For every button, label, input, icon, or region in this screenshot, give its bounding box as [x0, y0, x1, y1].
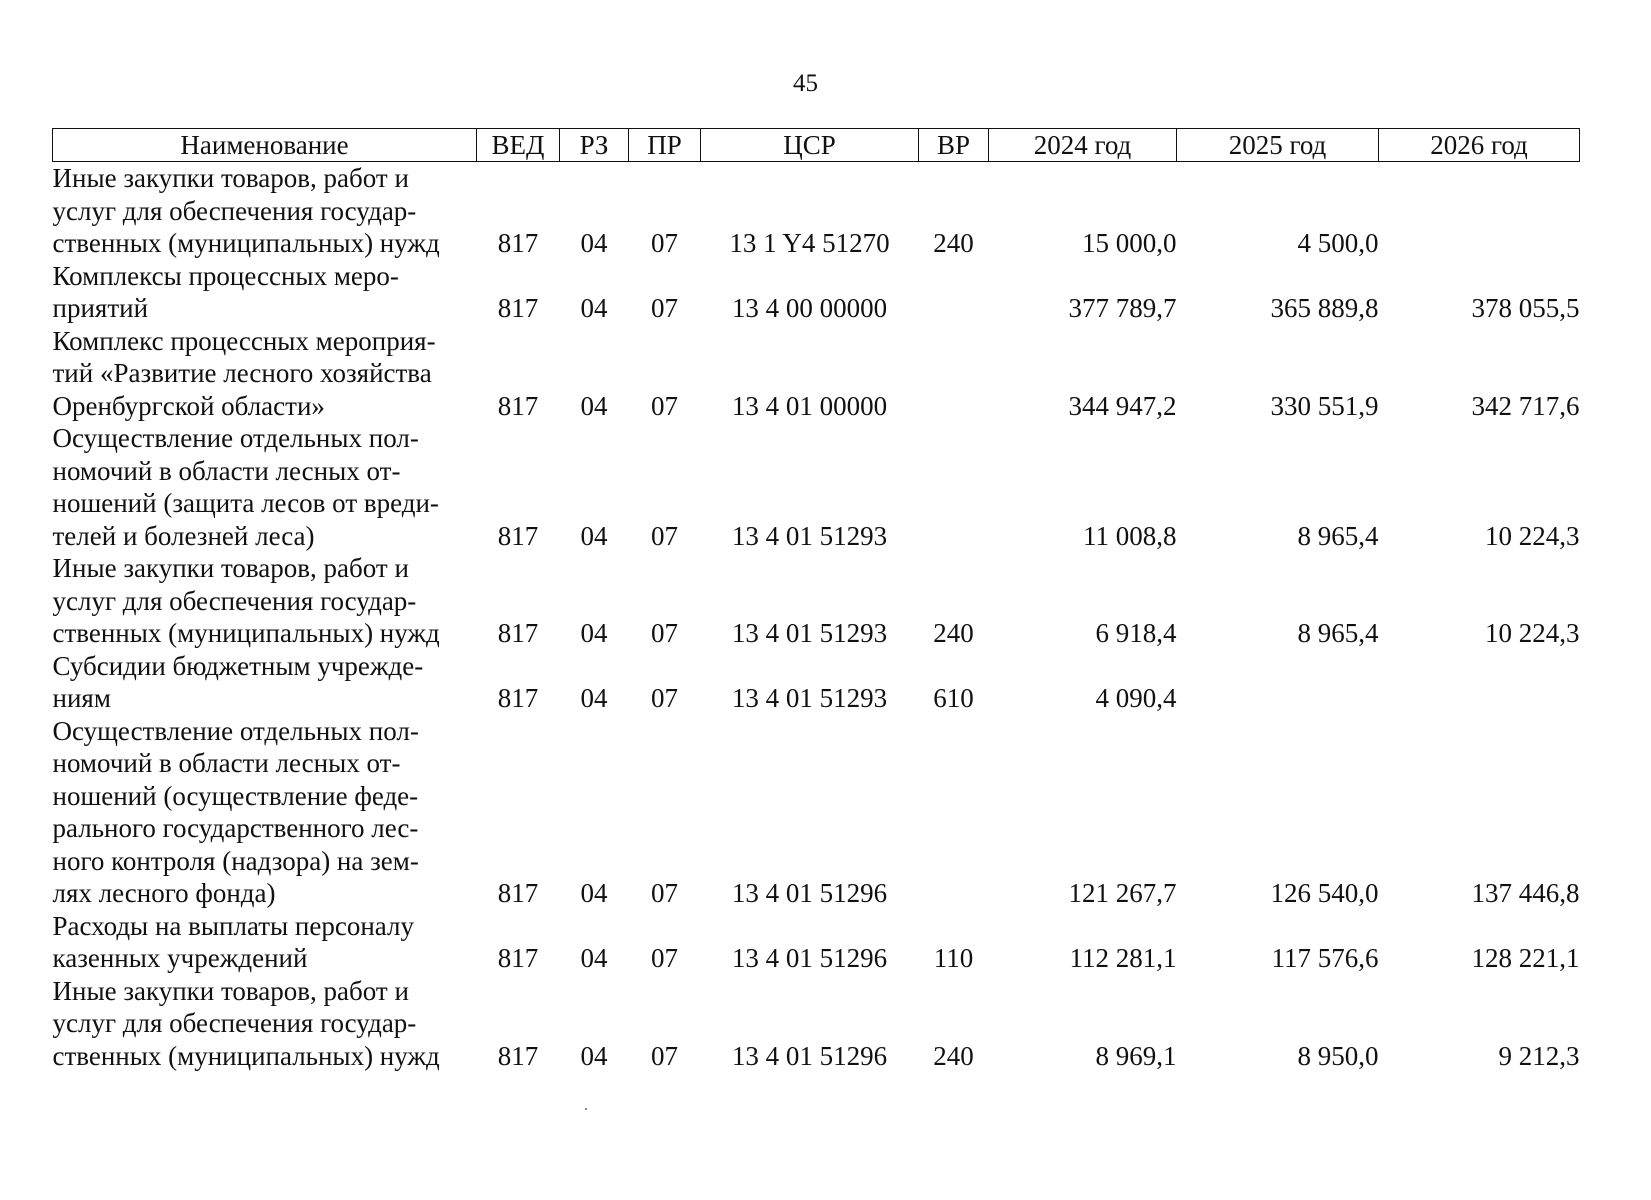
- name-line: Субсидии бюджетным учрежде-: [52, 650, 424, 681]
- cell-2024: 6 918,4: [1095, 618, 1177, 648]
- cell-ved: 817: [497, 878, 539, 908]
- cell-vr: 240: [933, 1040, 974, 1071]
- cell-pr: 07: [651, 1040, 678, 1071]
- cell-2024: 15 000,0: [1082, 228, 1177, 258]
- cell-csr: 13 4 00 00000: [731, 293, 888, 323]
- name-line: ниям: [52, 683, 111, 713]
- cell-2026: 378 055,5: [1471, 293, 1580, 323]
- cell-vr: [919, 325, 989, 423]
- cell-pr: 07: [651, 683, 678, 713]
- cell-vr: 110: [933, 943, 974, 973]
- name-line: Иные закупки товаров, работ и: [52, 975, 409, 1006]
- page-number: 45: [793, 70, 818, 97]
- name-line: Осуществление отдельных пол-: [52, 423, 419, 453]
- name-line: казенных учреждений: [52, 943, 308, 973]
- cell-ved: 817: [497, 1040, 539, 1071]
- cell-2026: 137 446,8: [1471, 878, 1580, 908]
- cell-csr: 13 4 01 51293: [731, 520, 888, 551]
- cell-pr: 07: [651, 878, 678, 908]
- cell-ved: 817: [497, 520, 539, 551]
- cell-csr: 13 4 01 51293: [731, 683, 888, 713]
- cell-rz: 04: [580, 878, 608, 908]
- cell-2024: 11 008,8: [1083, 520, 1177, 551]
- name-line: номочий в области лесных от-: [52, 455, 401, 486]
- cell-rz: 04: [580, 943, 608, 973]
- cell-2024: 112 281,1: [1069, 943, 1177, 973]
- cell-ved: 817: [497, 943, 539, 973]
- cell-rz: 04: [580, 228, 608, 258]
- cell-2026: 128 221,1: [1471, 943, 1580, 973]
- name-line: ственных (муниципальных) нужд: [52, 1040, 440, 1071]
- header-row: [53, 129, 1580, 162]
- table-row: [53, 715, 1580, 910]
- header-csr: ЦСР: [701, 129, 919, 162]
- name-line: Комплексы процессных меро-: [52, 260, 399, 291]
- cell-2025: [1177, 650, 1379, 715]
- name-line: тий «Развитие лесного хозяйства: [52, 358, 432, 388]
- header-2024: 2024 год: [989, 129, 1177, 162]
- cell-pr: 07: [651, 618, 678, 648]
- cell-csr: 13 4 01 51296: [731, 943, 888, 973]
- cell-2026: [1379, 162, 1580, 260]
- cell-name: [53, 650, 477, 715]
- cell-name: [53, 910, 477, 975]
- cell-name: [53, 260, 477, 325]
- cell-2026: 10 224,3: [1485, 618, 1580, 648]
- scan-dot: [585, 1108, 587, 1110]
- name-line: Расходы на выплаты персоналу: [52, 910, 414, 941]
- name-line: номочий в области лесных от-: [52, 748, 401, 778]
- cell-2024: 8 969,1: [1095, 1040, 1177, 1071]
- cell-ved: 817: [497, 293, 539, 323]
- cell-2025: 330 551,9: [1270, 390, 1379, 421]
- cell-2026: 10 224,3: [1485, 520, 1580, 551]
- cell-pr: 07: [651, 943, 678, 973]
- name-line: Оренбургской области»: [52, 390, 325, 421]
- header-name: Наименование: [53, 129, 477, 162]
- table-row: [53, 910, 1580, 975]
- budget-table: [52, 128, 1580, 1072]
- name-line: телей и болезней леса): [52, 520, 315, 551]
- cell-ved: 817: [497, 390, 539, 421]
- table-row: [53, 650, 1580, 715]
- cell-2026: 9 212,3: [1498, 1040, 1580, 1071]
- cell-ved: 817: [497, 618, 539, 648]
- cell-2025: 4 500,0: [1297, 228, 1379, 258]
- cell-2025: 117 576,6: [1271, 943, 1379, 973]
- name-line: ношений (защита лесов от вреди-: [52, 488, 439, 518]
- cell-rz: 04: [580, 390, 608, 421]
- cell-vr: [919, 715, 989, 910]
- cell-2025: 365 889,8: [1270, 293, 1379, 323]
- cell-csr: 13 4 01 51293: [731, 618, 888, 648]
- name-line: рального государственного лес-: [52, 813, 419, 843]
- name-line: Осуществление отдельных пол-: [52, 715, 419, 746]
- cell-csr: 13 1 Y4 51270: [729, 228, 890, 258]
- cell-rz: 04: [580, 1040, 608, 1071]
- cell-2026: [1379, 650, 1580, 715]
- cell-name: [53, 975, 477, 1073]
- name-line: Иные закупки товаров, работ и: [52, 163, 409, 193]
- cell-vr: 240: [933, 618, 974, 648]
- cell-2025: 8 965,4: [1297, 618, 1379, 648]
- name-line: услуг для обеспечения государ-: [52, 1008, 417, 1038]
- name-line: Комплекс процессных мероприя-: [52, 325, 436, 356]
- cell-csr: 13 4 01 51296: [731, 1040, 888, 1071]
- cell-vr: [919, 260, 989, 325]
- table-row: [53, 325, 1580, 423]
- name-line: ношений (осуществление феде-: [52, 780, 419, 811]
- cell-rz: 04: [580, 683, 608, 713]
- name-line: услуг для обеспечения государ-: [52, 195, 417, 226]
- cell-csr: 13 4 01 51296: [731, 878, 888, 908]
- cell-pr: 07: [651, 390, 678, 421]
- table-row: [53, 162, 1580, 260]
- name-line: приятий: [52, 293, 149, 323]
- cell-ved: 817: [497, 683, 539, 713]
- cell-2024: 4 090,4: [1095, 683, 1177, 713]
- cell-name: [53, 325, 477, 423]
- cell-name: [53, 422, 477, 552]
- header-2026: 2026 год: [1379, 129, 1580, 162]
- cell-2024: 121 267,7: [1068, 878, 1177, 908]
- header-pr: ПР: [629, 129, 701, 162]
- cell-vr: 610: [933, 683, 974, 713]
- table-body: [53, 162, 1580, 1073]
- cell-vr: [919, 422, 989, 552]
- cell-pr: 07: [651, 293, 678, 323]
- cell-pr: 07: [651, 520, 678, 551]
- cell-2025: 126 540,0: [1270, 878, 1379, 908]
- cell-vr: 240: [933, 228, 974, 258]
- name-line: ственных (муниципальных) нужд: [52, 228, 440, 258]
- header-rz: РЗ: [560, 129, 629, 162]
- cell-csr: 13 4 01 00000: [731, 390, 888, 421]
- name-line: услуг для обеспечения государ-: [52, 585, 417, 616]
- name-line: лях лесного фонда): [52, 878, 276, 908]
- name-line: ственных (муниципальных) нужд: [52, 618, 440, 648]
- header-2025: 2025 год: [1177, 129, 1379, 162]
- cell-name: [53, 715, 477, 910]
- cell-name: [53, 162, 477, 260]
- name-line: Иные закупки товаров, работ и: [52, 553, 409, 583]
- table-row: [53, 975, 1580, 1073]
- cell-rz: 04: [580, 293, 608, 323]
- table-row: [53, 422, 1580, 552]
- header-ved: ВЕД: [477, 129, 560, 162]
- header-vr: ВР: [919, 129, 989, 162]
- cell-rz: 04: [580, 520, 608, 551]
- table-row: [53, 552, 1580, 650]
- cell-2025: 8 950,0: [1297, 1040, 1379, 1071]
- cell-2024: 344 947,2: [1068, 390, 1177, 421]
- cell-2024: 377 789,7: [1068, 293, 1177, 323]
- name-line: ного контроля (надзора) на зем-: [52, 845, 419, 876]
- cell-ved: 817: [497, 228, 539, 258]
- cell-name: [53, 552, 477, 650]
- cell-2025: 8 965,4: [1297, 520, 1379, 551]
- cell-rz: 04: [580, 618, 608, 648]
- cell-2026: 342 717,6: [1471, 390, 1580, 421]
- cell-pr: 07: [651, 228, 678, 258]
- table-row: [53, 260, 1580, 325]
